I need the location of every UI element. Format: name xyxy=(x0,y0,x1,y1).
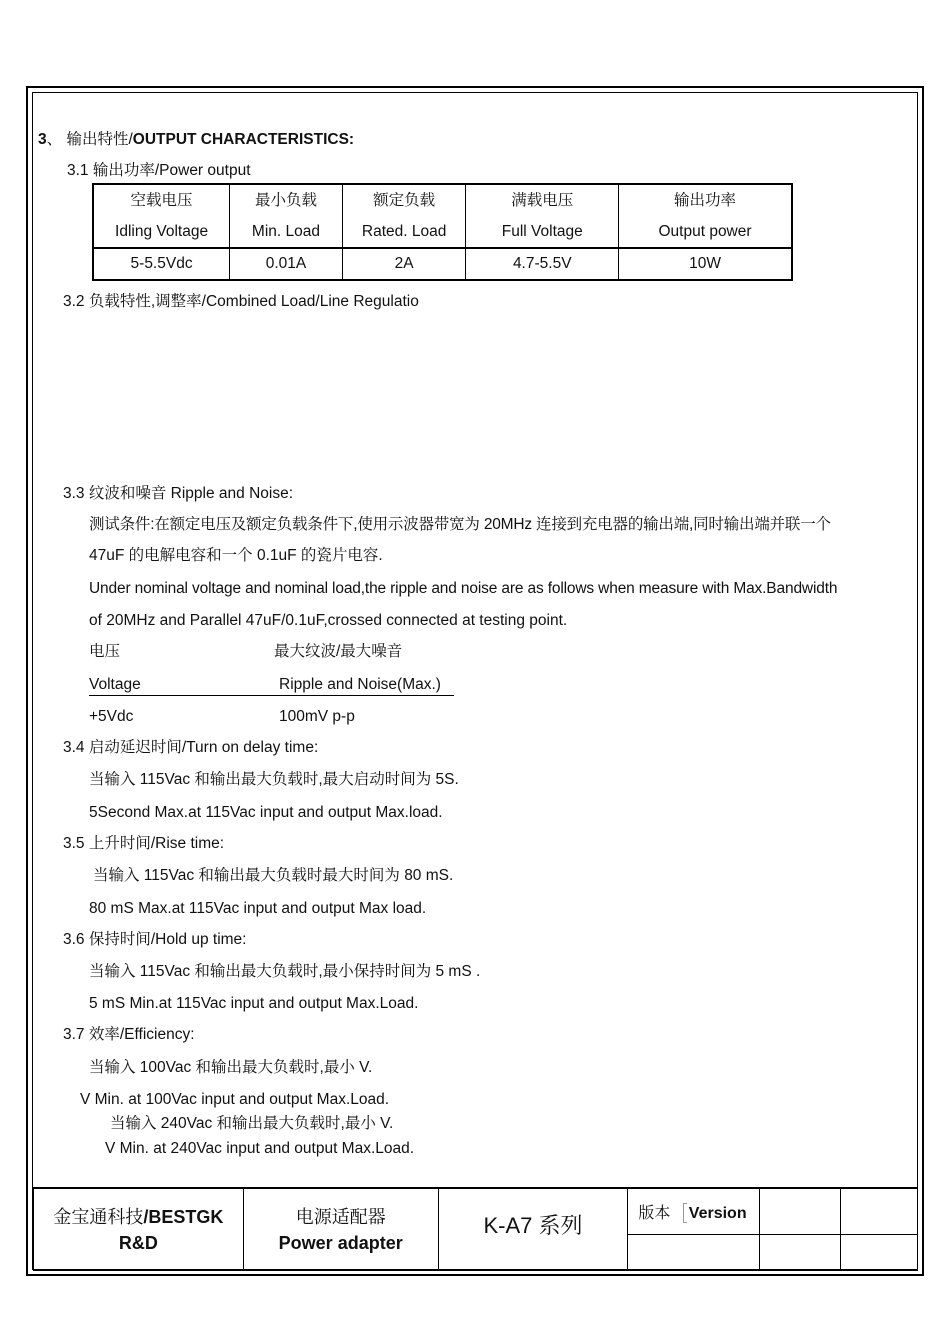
value-cell: 5-5.5Vdc xyxy=(93,248,230,280)
s36-cn: 当输入 115Vac 和输出最大负载时,最小保持时间为 5 mS . xyxy=(89,963,481,980)
product-name-cn: 电源适配器 xyxy=(295,1206,386,1227)
footer-empty-cell xyxy=(841,1189,918,1235)
s33-cn-line2: 47uF 的电解电容和一个 0.1uF 的瓷片电容. xyxy=(89,547,383,564)
s33-col2-cn: 最大纹波/最大噪音 xyxy=(274,643,403,660)
s36-heading: 3.6 保持时间/Hold up time: xyxy=(63,931,247,948)
footer-empty-cell xyxy=(841,1235,918,1271)
bracket-glyph xyxy=(683,1203,687,1223)
s33-col1-cn: 电压 xyxy=(89,643,121,660)
section-separator: 、 xyxy=(46,131,63,148)
header-cell: 最小负载 Min. Load xyxy=(230,184,343,248)
s37-cn1: 当输入 100Vac 和输出最大负载时,最小 V. xyxy=(89,1059,373,1076)
footer-title-block xyxy=(33,1188,918,1271)
s37-heading: 3.7 效率/Efficiency: xyxy=(63,1026,195,1043)
product-name-en: Power adapter xyxy=(278,1232,403,1253)
value-cell: 0.01A xyxy=(230,248,343,280)
version-label-cn: 版本 xyxy=(638,1204,671,1222)
section-number: 3 xyxy=(38,131,47,148)
company-name-cn: 金宝通科技 xyxy=(53,1206,144,1227)
value-cell: 4.7-5.5V xyxy=(466,248,619,280)
s34-heading: 3.4 启动延迟时间/Turn on delay time: xyxy=(63,739,319,756)
s33-en-line1: Under nominal voltage and nominal load,the ripple and noise are as follows when measure with Max.Bandwidth xyxy=(89,580,838,597)
footer-product-cell xyxy=(243,1189,438,1271)
header-cell: 满载电压 Full Voltage xyxy=(466,184,619,248)
footer-company-cell xyxy=(34,1189,244,1271)
s37-en2: V Min. at 240Vac input and output Max.Load. xyxy=(105,1140,415,1157)
s33-heading: 3.3 纹波和噪音 Ripple and Noise: xyxy=(63,485,294,502)
header-cell: 额定负载 Rated. Load xyxy=(342,184,466,248)
s33-en-line2: of 20MHz and Parallel 47uF/0.1uF,crossed connected at testing point. xyxy=(89,612,568,629)
s33-col1-en: Voltage xyxy=(89,676,141,693)
company-name-en: /BESTGK xyxy=(143,1206,224,1227)
s37-cn2: 当输入 240Vac 和输出最大负载时,最小 V. xyxy=(110,1115,394,1132)
header-cell: 输出功率 Output power xyxy=(619,184,792,248)
footer-empty-cell xyxy=(760,1189,841,1235)
s35-heading: 3.5 上升时间/Rise time: xyxy=(63,835,225,852)
value-cell: 10W xyxy=(619,248,792,280)
s35-cn: 当输入 115Vac 和输出最大负载时最大时间为 80 mS. xyxy=(93,867,454,884)
s35-en: 80 mS Max.at 115Vac input and output Max load. xyxy=(89,900,427,917)
footer-model-cell xyxy=(438,1189,628,1271)
footer-version-cell xyxy=(628,1189,760,1235)
model-name: K-A7 系列 xyxy=(483,1213,583,1238)
company-dept: R&D xyxy=(118,1232,158,1253)
section-title xyxy=(38,130,354,150)
section-title-en: OUTPUT CHARACTERISTICS: xyxy=(132,131,355,148)
s33-cn-line1: 测试条件:在额定电压及额定负载条件下,使用示波器带宽为 20MHz 连接到充电器的输出端,同时输出端并联一个 xyxy=(89,516,831,533)
s37-en1: V Min. at 100Vac input and output Max.Load. xyxy=(80,1091,390,1108)
section-title-cn: 输出特性/ xyxy=(66,131,133,148)
s33-col2-en: Ripple and Noise(Max.) xyxy=(279,676,441,693)
footer-empty-cell xyxy=(628,1235,760,1271)
s31-heading: 3.1 输出功率/Power output xyxy=(67,162,251,179)
s34-cn: 当输入 115Vac 和输出最大负载时,最大启动时间为 5S. xyxy=(89,771,459,788)
footer-empty-cell xyxy=(760,1235,841,1271)
s33-val1: +5Vdc xyxy=(89,708,134,725)
power-output-table xyxy=(92,183,793,281)
table-row xyxy=(93,248,792,280)
version-label-en: Version xyxy=(688,1204,747,1222)
value-cell: 2A xyxy=(342,248,466,280)
table-header-row xyxy=(93,184,792,248)
s32-heading: 3.2 负载特性,调整率/Combined Load/Line Regulatio xyxy=(63,293,419,310)
s33-val2: 100mV p-p xyxy=(279,708,355,725)
header-cell: 空载电压 Idling Voltage xyxy=(93,184,230,248)
s36-en: 5 mS Min.at 115Vac input and output Max.Load. xyxy=(89,995,419,1012)
s34-en: 5Second Max.at 115Vac input and output Max.load. xyxy=(89,804,443,821)
